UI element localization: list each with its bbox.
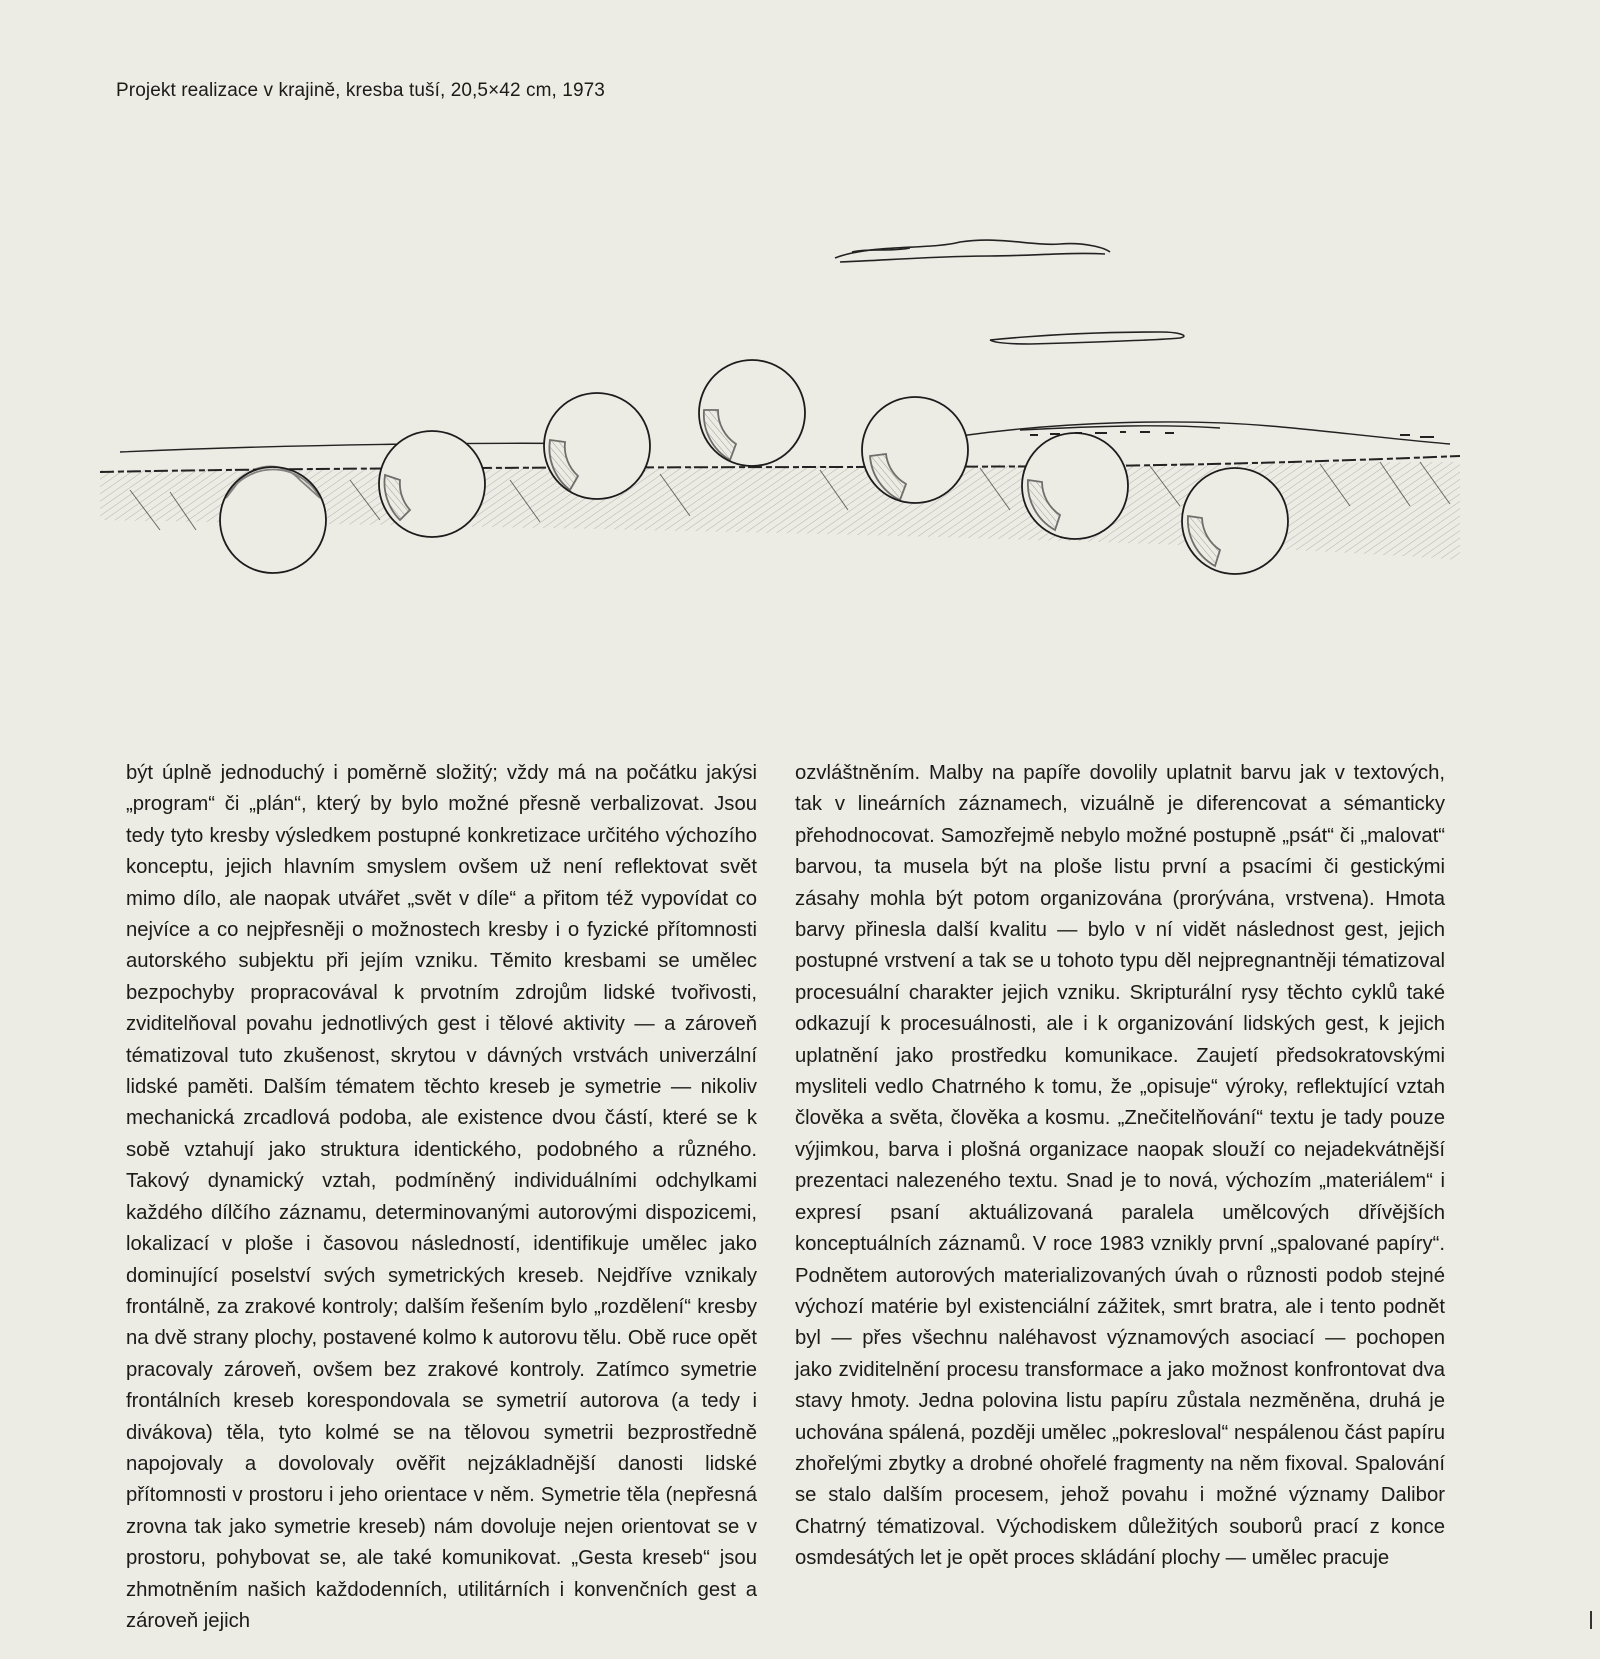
margin-mark (1590, 1611, 1592, 1629)
sphere-5 (862, 397, 968, 503)
ink-drawing-spheres-icon (100, 230, 1460, 610)
figure-caption: Projekt realizace v krajině, kresba tuší, 20,5×42 cm, 1973 (116, 80, 605, 101)
text-column-left (126, 758, 757, 1637)
sphere-1 (220, 467, 326, 573)
paragraph-left: být úplně jednoduchý i poměrně složitý; vždy má na počátku jakýsi „program“ či „plán“, který by bylo možné přesně verbalizovat. Jsou tedy tyto kresby výsledkem postupné konkretizace určitého výchozího konceptu, jejich hlavním smyslem ovšem už není reflektovat svět mimo dílo, ale naopak utvářet „svět v díle“ a přitom též vypovídat co nejvíce a co nejpřesněji o možnostech kresby i o fyzické přítomnosti autorského subjektu při jejím vzniku. Těmito kresbami se umělec bezpochyby propracovával k prvotním zdrojům lidské tvořivosti, zviditelňoval povahu jednotlivých gest i tělové aktivity — a zároveň tématizoval tuto zkušenost, skrytou v dávných vrstvách univerzální lidské paměti. Dalším tématem těchto kreseb je symetrie — nikoliv mechanická zrcadlová podoba, ale existence dvou částí, které se k sobě vztahují jako struktura identického, podobného a různého. Takový dynamický vztah, podmíněný individuálními odchylkami každého dílčího záznamu, determinovanými autorovými dispozicemi, lokalizací v ploše i časovou následností, identifikuje umělec jako dominující poselství svých symetrických kreseb. Nejdříve vznikaly frontálně, za zrakové kontroly; dalším řešením bylo „rozdělení“ kresby na dvě strany plochy, postavené kolmo k autorovu tělu. Obě ruce opět pracovaly zároveň, ovšem bez zrakové kontroly. Zatímco symetrie frontálních kreseb korespondovala se symetrií autorova (a tedy i divákova) těla, tyto kolmé se na tělovou symetrii bezprostředně napojovaly a dovolovaly ověřit nejzákladnější danosti lidské přítomnosti v prostoru i jeho orientace v něm. Symetrie těla (nepřesná zrovna tak jako symetrie kreseb) nám dovoluje nejen orientovat se v prostoru, pohybovat se, ale také komunikovat. „Gesta kreseb“ jsou zhmotněním našich každodenních, utilitárních i konvenčních gest a zároveň jejich (126, 762, 757, 1632)
paragraph-right: ozvláštněním. Malby na papíře dovolily uplatnit barvu jak v textových, tak v lineárních záznamech, vizuálně je diferencovat a sémanticky přehodnocovat. Samozřejmě nebylo možné postupně „psát“ či „malovat“ barvou, ta musela být na ploše listu první a psacími či gestickými zásahy mohla být potom organizována (prorývána, vrstvena). Hmota barvy přinesla další kvalitu — bylo v ní vidět následnost gest, jejich postupné vrstvení a tak se u tohoto typu děl nejpregnantněji tématizoval procesuální charakter jejich vzniku. Skripturální rysy těchto cyklů také odkazují k procesuálnosti, ale i k organizování lidských gest, k jejich uplatnění jako prostředku komunikace. Zaujetí předsokratovskými mysliteli vedlo Chatrného k tomu, že „opisuje“ výroky, reflektující vztah člověka a světa, člověka a kosmu. „Znečitelňování“ textu je tady pouze výjimkou, barva i plošná organizace naopak slouží co nejadekvátnější prezentaci nalezeného textu. Snad je to nová, výchozím „materiálem“ i expresí psaní aktuálizovaná paralela umělcových dřívějších konceptuálních záznamů. V roce 1983 vznikly první „spalované papíry“. Podnětem autorových materializovaných úvah o různosti podob stejné výchozí matérie byl existenciální zážitek, smrt bratra, ale i tento podnět byl — přes všechnu naléhavost významových asociací — pochopen jako zviditelnění procesu transformace a jako možnost konfrontovat dva stavy hmoty. Jedna polovina listu papíru zůstala nezměněna, druhá je uchována spálená, později umělec „pokresloval“ nespálenou část papíru zhořelými zbytky a drobné ohořelé fragmenty na něm fixoval. Spalování se stalo dalším procesem, jehož povahu i možné významy Dalibor Chatrný tématizoval. Východiskem důležitých souborů prací z konce osmdesátých let je opět proces skládání plochy — umělec pracuje (795, 762, 1445, 1570)
cloud-strokes (835, 240, 1184, 344)
text-column-right (795, 758, 1445, 1575)
